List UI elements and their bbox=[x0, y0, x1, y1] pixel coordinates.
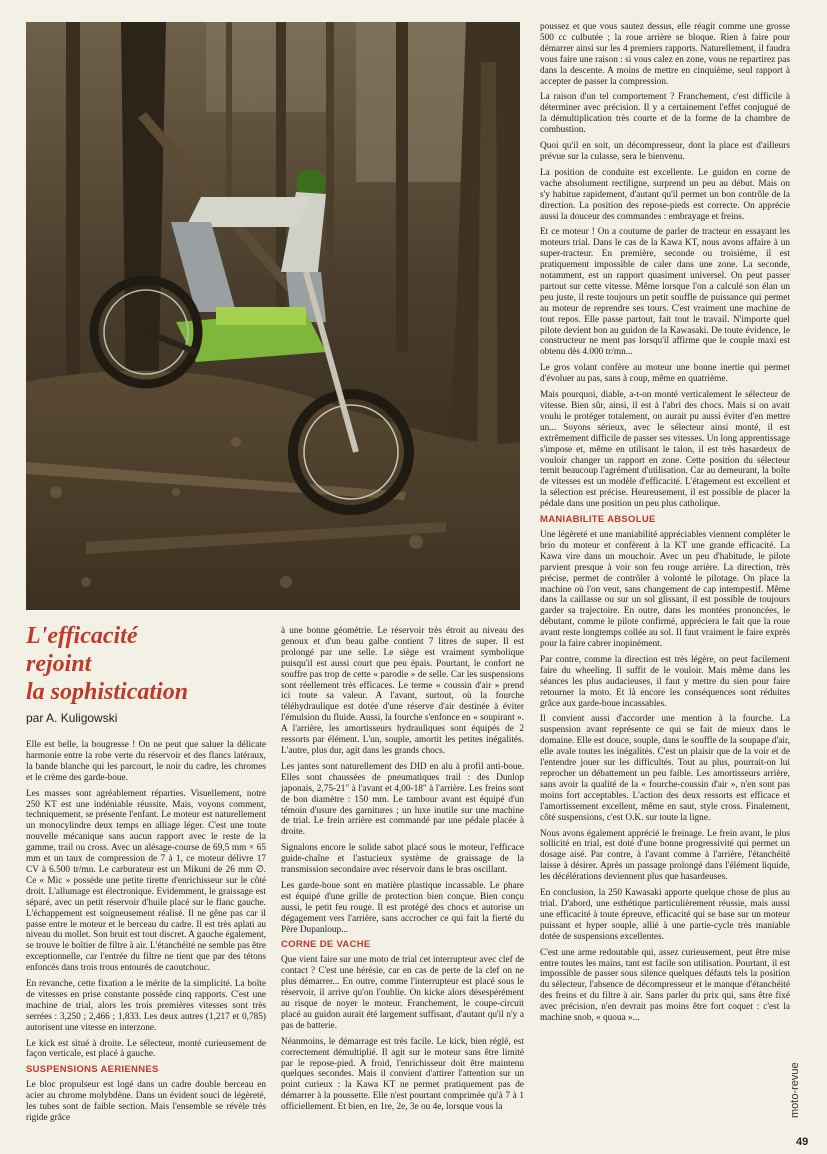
section-heading: SUSPENSIONS AERIENNES bbox=[26, 1064, 159, 1076]
section-heading: MANIABILITE ABSOLUE bbox=[540, 514, 656, 526]
paragraph: Nous avons également apprécié le freinage. Le frein avant, le plus sollicité en trial, est doté d'une bonne progressivité qui permet un dosage aisé. Par contre, à l'avant comme à l'arrière, l'étanchéité laisse à désirer. Après un passage prolongé dans l'élément liquide, les décélérations deviennent plus que hasardeuses. bbox=[540, 828, 790, 883]
paragraph: Mais pourquoi, diable, a-t-on monté verticalement le sélecteur de vitesse. Bien sûr, ainsi, il est à l'abri des chocs. Mais si on avait voulu le protéger totalement, on aurait pu aussi éviter d'en mettre un... Soyons sérieux, avec le sélecteur ainsi monté, il est extrêmement difficile de passer ses vitesses. Un long apprentissage s'impose et, même en utilisant le talon, il est très hasardeux de vouloir changer un rapport en zone. Cette position du sélecteur ternit beaucoup l'agrément d'utilisation. Car au demeurant, la boîte de vitesses est un modèle d'efficacité. L'étagement est excellent et la sélection est précise. Heureusement, il est possible de placer la pédale dans une position un peu plus catholique. bbox=[540, 390, 790, 510]
paragraph: Par contre, comme la direction est très légère, on peut facilement faire du wheeling. Il suffit de le vouloir. Mais même dans les séances les plus audacieuses, il faut y mettre du sien pour faire retourner la moto. Et là encore les conséquences sont réduites grâce aux garde-boue incassables. bbox=[540, 654, 790, 709]
paragraph: Elle est belle, la bougresse ! On ne peut que saluer la délicate harmonie entre la robe verte du réservoir et des flancs latéraux, la bande blanche qui les parcourt, le noir du cadre, les chromes et le crème des garde-boue. bbox=[26, 740, 266, 783]
magazine-name: moto-revue bbox=[789, 1062, 801, 1118]
byline: par A. Kuligowski bbox=[26, 711, 118, 725]
title-line-3: la sophistication bbox=[26, 679, 189, 705]
title-line-2: rejoint bbox=[26, 651, 92, 677]
article-title bbox=[26, 622, 266, 706]
paragraph: Les garde-boue sont en matière plastique incassable. Le phare est équipé d'une grille de protection bien conçue. Bien conçu aussi, le petit feu rouge. Il est protégé des chocs et autorise un dégagement vers l'arrière, sans accrocher ce qui fait la fierté du Père Dupanloup... bbox=[281, 880, 524, 935]
rider-on-trial-bike-icon bbox=[26, 22, 520, 610]
title-line-1: L'efficacité bbox=[26, 623, 138, 649]
paragraph: En conclusion, la 250 Kawasaki apporte quelque chose de plus au trial. D'abord, une esthétique particulièrement réussie, mais aussi une efficacité à toute épreuve, efficacité qui se base sur un moteur puissant et hyper souple, allié à une partie-cycle très maniable dotée de suspensions excellentes. bbox=[540, 888, 790, 942]
paragraph: Néanmoins, le démarrage est très facile. Le kick, bien réglé, est correctement démultiplié. Il agit sur le moteur sans être limité par le repose-pied. A froid, l'enrichisseur doit être maintenu quelques secondes. Mais il convient d'attirer l'attention sur un point curieux : la Kawa KT ne permet pratiquement pas de démarrer à la poussette. Elle n'est pourtant comprimée qu'à 7 à 1 officiellement. Et bien, en 1re, 2e, 3e ou 4e, lorsque vous la bbox=[281, 1036, 524, 1113]
paragraph: Le kick est situé à droite. Le sélecteur, monté curieusement de façon verticale, est placé à gauche. bbox=[26, 1038, 266, 1060]
paragraph: Les masses sont agréablement réparties. Visuellement, notre 250 KT est une indéniable réussite. Mais, voyons comment, techniquement, se présente l'enfant. Le moteur est naturellement un monocylindre deux temps en alliage léger. C'est une toute nouvelle mécanique sans aucun rapport avec le reste de la gamme, trail ou cross. Avec un alésage-course de 69,5 mm × 65 mm et un taux de compression de 7 à 1, ce moteur délivre 17 CV à 6.500 tr/mn. Le carburateur est un Mikuni de 26 mm ∅. Ce « Mic » possède une petite tirette d'enrichisseur sur le côté droit. L'allumage est électronique. Evidemment, le graissage est séparé, avec un petit réservoir d'huile placé sur le flanc gauche. L'échappement est soigneusement réalisé. Il ne gêne pas car il passe entre le moteur et le berceau du cadre. Il est très aplati au niveau du mollet. Son bruit est tout discret. A gauche également, se trouve le boîtier de filtre à air. L'étanchéité ne semble pas être exceptionnelle, car l'entrée du filtre ne tient que par des tétons enfoncés dans trois trous entourés de caoutchouc. bbox=[26, 788, 266, 974]
paragraph: Les jantes sont naturellement des DID en alu à profil anti-boue. Elles sont chaussées de pneumatiques trail : des Dunlop japonais, 2,75-21" à l'avant et 4,00-18" à l'arrière. Les freins sont de bon diamètre : 150 mm. Le tambour avant est équipé d'un témoin d'usure des garnitures ; un luxe inutile sur une machine de trial. Le frein arrière est commandé par une pédale placée à droite. bbox=[281, 761, 524, 838]
paragraph: Le gros volant confère au moteur une bonne inertie qui permet d'évoluer au pas, sans à coup, même en quatrième. bbox=[540, 363, 790, 385]
paragraph: Il convient aussi d'accorder une mention à la fourche. La suspension avant représente ce qui se fait de mieux dans le domaine. Elle est douce, souple, dans le souffle de la soupape d'air, elle avale toutes les inégalités. C'est un plaisir que de la voir et de l'entendre jouer sur les difficultés. Tout au plus, pourrait-on lui reprocher un débattement un peu faible. Les amortisseurs arrière, sans avoir la qualité de la « fourche-coussin d'air », n'en sont pas moins fort acceptables. L'action des deux ressorts est efficace et l'amortissement excellent, même en saut, style cross. Finalement, côté suspensions, c'est O.K. sur toute la ligne. bbox=[540, 714, 790, 823]
paragraph: C'est une arme redoutable qui, assez curieusement, peut être mise entre toutes les mains, tant est facile son utilisation. Pourtant, il est impossible de passer sous silence quelques défauts tels la position du sélecteur, l'absence de décompresseur et le manque d'étanchéité des freins et du filtre à air. Sans parler du prix qui, sans être fixé avec précision, n'en devrait pas moins être fort coquet : c'est la machine snob, « quoua »... bbox=[540, 947, 790, 1024]
paragraph: Une légèreté et une maniabilité appréciables viennent compléter le brio du moteur et confèrent à la KT une grande efficacité. La Kawa vire dans un mouchoir. Avec un peu d'habitude, le pilote parvient presque à voir son feu rouge arrière. La direction, très précise, permet de contrôler à volonté le pilotage. On place la machine où l'on veut, sans changement de cap intempestif. Même dans la caillasse ou sur un sol glissant, il est possible de toujours garder sa trajectoire. En outre, dans les montées prononcées, le débutant, comme le pilote confirmé, appréciera le fait que la roue avant reste longtemps collée au sol. Il faut vraiment le faire exprès pour la faire cabrer inopinément. bbox=[540, 529, 790, 650]
rider-photo bbox=[26, 22, 520, 610]
paragraph: Le bloc propulseur est logé dans un cadre double berceau en acier au chrome molybdène. Dans un évident souci de légèreté, les tubes sont de faible section. Mais l'ensemble se révèle très rigide grâce bbox=[26, 1080, 266, 1123]
section-heading: CORNE DE VACHE bbox=[281, 939, 371, 951]
paragraph: La raison d'un tel comportement ? Franchement, c'est difficile à déterminer avec précision. Il y a certainement l'effet conjugué de la démultiplication très courte et de la forme de la chambre de combustion. bbox=[540, 92, 790, 136]
paragraph: Que vient faire sur une moto de trial cet interrupteur avec clef de contact ? C'est une hérésie, car en cas de perte de la clef on ne plus démarrer... En outre, comme l'interrupteur est placé sous le réservoir, il arrive qu'on l'oublie. On kicke alors désespérément au risque de noyer le moteur. Franchement, le coupe-circuit placé au guidon aurait été largement suffisant, d'autant qu'il n'y a pas de batterie. bbox=[281, 955, 524, 1031]
column-right bbox=[540, 22, 790, 1152]
paragraph: En revanche, cette fixation a le mérite de la simplicité. La boîte de vitesses en prise constante possède cinq rapports. C'est une machine de trial, alors les trois premières vitesses sont très serrées : 3,250 ; 2,466 ; 1,833. Les deux autres (1,217 et 0,785) autorisent une vitesse en interzone. bbox=[26, 979, 266, 1033]
paragraph: à une bonne géométrie. Le réservoir très étroit au niveau des genoux et d'un beau galbe contient 7 litres de super. Il est prolongé par une selle. Le siège est vraiment symbolique puisqu'il est aussi court que peu épais. Pourtant, le confort ne souffre pas trop de cette « parodie » de selle. Car les suspensions sont réellement très efficaces. Le terme « coussin d'air » prend ici toute sa valeur. A l'avant, surtout, où la fourche téléhydraulique est dotée d'une réserve d'air destinée à éviter l'émulsion du fluide. Aussi, la fourche s'enfonce en « soupirant ». A l'arrière, les amortisseurs hydrauliques sont équipés de 2 ressorts par élément. L'un, souple, amortit les petites inégalités. L'autre, plus dur, agit dans les grands chocs. bbox=[281, 626, 524, 756]
page-number: 49 bbox=[796, 1136, 809, 1148]
paragraph: La position de conduite est excellente. Le guidon en corne de vache absolument rectiligne, surprend un peu au début. Mais on s'y habitue rapidement, d'autant qu'il permet un bon contrôle de la direction. La position des repose-pieds est correcte. On apprécie aussi la douceur des commandes : embrayage et freins. bbox=[540, 167, 790, 222]
paragraph: poussez et que vous sautez dessus, elle réagit comme une grosse 500 cc culbutée ; la roue arrière se bloque. Rien à faire pour démarrer ainsi sur les 4 premiers rapports. Naturellement, il faudra vous faire une raison : si vous calez en zone, vous ne repartirez pas dans la descente. A moins de mettre en cinquième, seul rapport à accepter de passer la compression. bbox=[540, 22, 790, 87]
paragraph: Signalons encore le solide sabot placé sous le moteur, l'efficace guide-chaîne et l'astucieux système de graissage de la transmission secondaire avec réservoir dans le bras oscillant. bbox=[281, 843, 524, 876]
paragraph: Et ce moteur ! On a coutume de parler de tracteur en essayant les moteurs trial. Dans le cas de la Kawa KT, nous avons affaire à un super-tracteur. En première, seconde ou troisième, il est pratiquement impossible de caler dans une zone. La seconde, notamment, est un rapport quasiment universel. On peut passer partout sur cette vitesse. Même lorsque l'on a calculé son élan un peu juste, il reste toujours un petit souffle de puissance qui permet au moteur de reprendre ses tours. C'est vraiment une machine de tout repos. Elle passe partout, fait tout le travail. N'importe quel pilote devient bon au guidon de la Kawasaki. De toute évidence, le constructeur ne ment pas lorsqu'il affirme que le couple maxi est obtenu dès 4.000 tr/mn... bbox=[540, 227, 790, 358]
paragraph: Quoi qu'il en soit, un décompresseur, dont la place est d'ailleurs prévue sur la culasse, sera le bienvenu. bbox=[540, 141, 790, 162]
column-left bbox=[26, 740, 266, 1152]
column-middle bbox=[281, 626, 524, 1152]
